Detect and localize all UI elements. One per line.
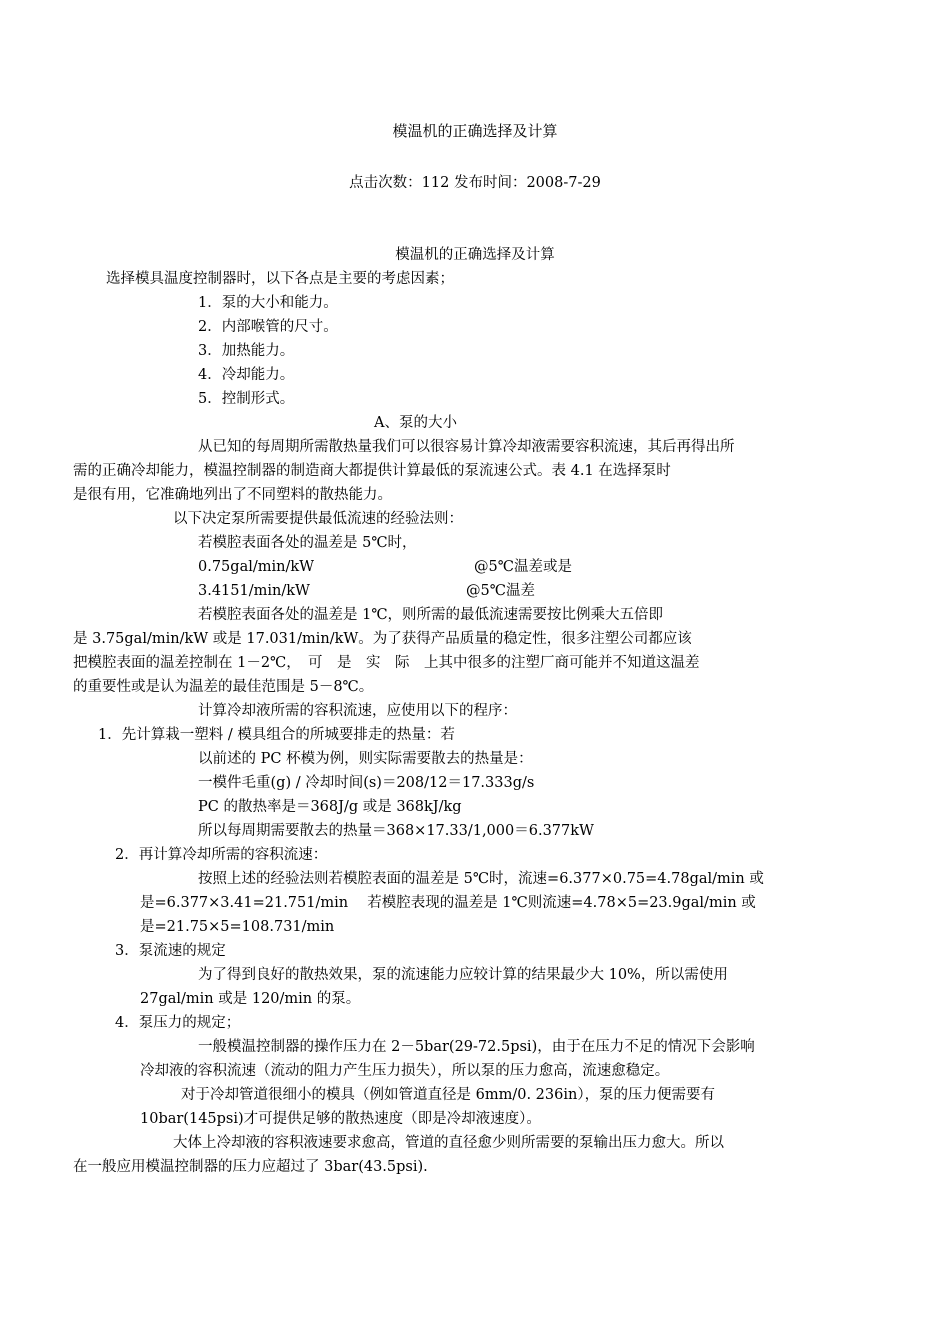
body-line: 是很有用，它准确地列出了不同塑料的散热能力。 — [73, 487, 392, 503]
body-line: 以前述的 PC 杯模为例，则实际需要散去的热量是： — [198, 751, 533, 767]
body-line: 需的正确冷却能力，模温控制器的制造商大都提供计算最低的泵流速公式。表 4.1 在选择泵时 — [73, 463, 671, 479]
body-line: 的重要性或是认为温差的最佳范围是 5－8℃。 — [73, 679, 374, 695]
factor-item: 5．控制形式。 — [198, 391, 295, 407]
flow-rate-value: 0.75gal/min/kW — [198, 559, 315, 575]
factor-item: 4．冷却能力。 — [198, 367, 295, 383]
body-line: 为了得到良好的散热效果，泵的流速能力应较计算的结果最少大 10%，所以需使用 — [198, 967, 728, 983]
body-line: 计算冷却液所需的容积流速，应使用以下的程序： — [198, 703, 517, 719]
intro-paragraph: 选择模具温度控制器时，以下各点是主要的考虑因素； — [106, 271, 454, 287]
body-line: 10bar(145psi)才可提供足够的散热速度（即是冷却液速度）。 — [140, 1111, 541, 1127]
step-heading: 1．先计算栽一塑料 / 模具组合的所城要排走的热量：若 — [98, 727, 455, 743]
body-line: 对于冷却管道很细小的模具（例如管道直径是 6mm/0. 236in），泵的压力便需要有 — [181, 1087, 716, 1103]
body-line: 在一般应用模温控制器的压力应超过了 3bar(43.5psi). — [73, 1159, 428, 1175]
body-line: 一般模温控制器的操作压力在 2－5bar(29-72.5psi)，由于在压力不足的情况下会影响 — [198, 1039, 755, 1055]
body-line: 从已知的每周期所需散热量我们可以很容易计算冷却液需要容积流速，其后再得出所 — [198, 439, 735, 455]
formula-line: PC 的散热率是＝368J/g 或是 368kJ/kg — [198, 799, 462, 815]
body-line: 把模腔表面的温差控制在 1－2℃， 可 是 实 际 上其中很多的注塑厂商可能并不知道这温差 — [73, 655, 700, 671]
body-line: 冷却液的容积流速（流动的阻力产生压力损失），所以泵的压力愈高，流速愈稳定。 — [140, 1063, 670, 1079]
flow-rate-note: @5℃温差或是 — [474, 559, 572, 575]
publish-meta: 点击次数：112 发布时间：2008-7-29 — [349, 175, 601, 191]
formula-line: 一模件毛重(g) / 冷却时间(s)＝208/12＝17.333g/s — [198, 775, 535, 791]
body-line: 27gal/min 或是 120/min 的泵。 — [140, 991, 361, 1007]
step-heading: 2．再计算冷却所需的容积流速： — [115, 847, 328, 863]
flow-rate-note: @5℃温差 — [466, 583, 535, 599]
body-line: 若模腔表面各处的温差是 1℃，则所需的最低流速需要按比例乘大五倍即 — [198, 607, 664, 623]
flow-rate-value: 3.4151/min/kW — [198, 583, 310, 599]
step-heading: 4．泵压力的规定； — [115, 1015, 241, 1031]
section-heading: A、泵的大小 — [374, 415, 457, 431]
factor-item: 2．内部喉管的尺寸。 — [198, 319, 338, 335]
body-line: 以下决定泵所需要提供最低流速的经验法则： — [173, 511, 463, 527]
page-title: 模温机的正确选择及计算 — [392, 122, 558, 140]
formula-line: 所以每周期需要散去的热量＝368×17.33/1,000＝6.377kW — [198, 823, 594, 839]
body-line: 是=21.75×5=108.731/min — [140, 919, 335, 935]
body-line: 按照上述的经验法则若模腔表面的温差是 5℃时，流速=6.377×0.75=4.78gal/min 或 — [198, 871, 764, 887]
article-title: 模温机的正确选择及计算 — [395, 247, 555, 263]
factor-item: 1．泵的大小和能力。 — [198, 295, 338, 311]
body-line: 大体上冷却液的容积液速要求愈高，管道的直径愈少则所需要的泵输出压力愈大。所以 — [173, 1135, 724, 1151]
body-line: 若模腔表面各处的温差是 5℃时， — [198, 535, 417, 551]
body-line: 是=6.377×3.41=21.751/min 若模腔表现的温差是 1℃则流速=4.78×5=23.9gal/min 或 — [140, 895, 756, 911]
body-line: 是 3.75gal/min/kW 或是 17.031/min/kW。为了获得产品质量的稳定性，很多注塑公司都应该 — [73, 631, 692, 647]
step-heading: 3．泵流速的规定 — [115, 943, 226, 959]
factor-item: 3．加热能力。 — [198, 343, 295, 359]
